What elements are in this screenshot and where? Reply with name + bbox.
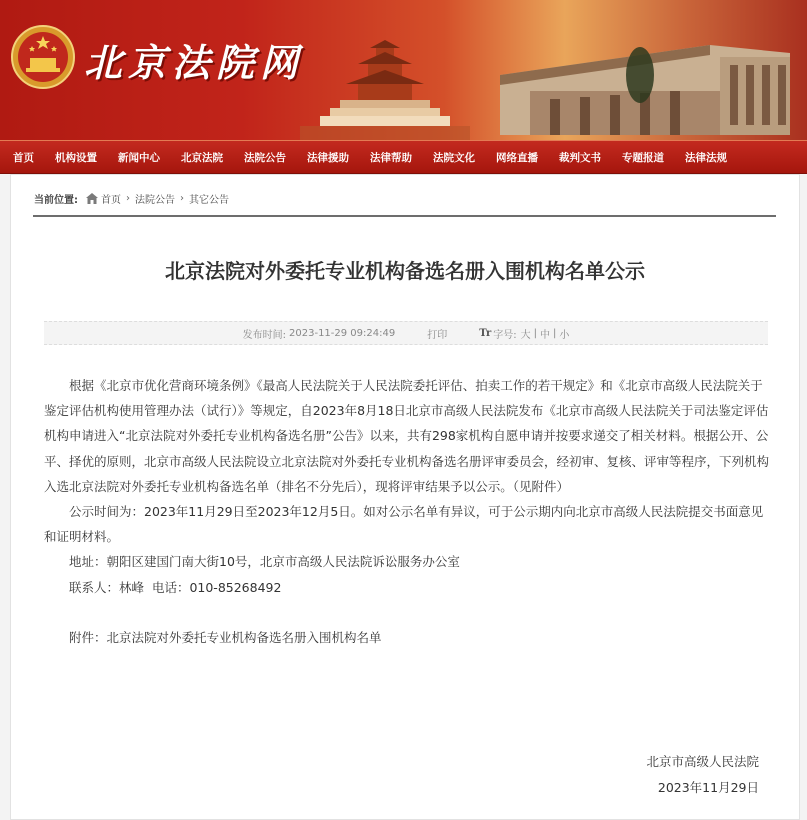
nav-item-news[interactable]: 新闻中心 — [118, 151, 160, 164]
font-size-small[interactable]: 小 — [559, 329, 570, 341]
breadcrumb — [34, 191, 229, 206]
breadcrumb-label: 当前位置: — [34, 195, 78, 206]
nav-item-legal-help[interactable]: 法律帮助 — [370, 151, 412, 164]
nav-item-beijing-courts[interactable]: 北京法院 — [181, 151, 223, 164]
publish-time: 2023-11-29 09:24:49 — [289, 327, 396, 339]
main-nav — [0, 140, 807, 174]
signature-org: 北京市高级人民法院 — [646, 754, 759, 769]
article-body — [44, 373, 772, 650]
article-attachment[interactable]: 附件：北京法院对外委托专业机构备选名册入围机构名单 — [69, 629, 382, 645]
site-logo-title[interactable]: 北京法院网 — [84, 40, 305, 85]
article-address: 地址：朝阳区建国门南大街10号，北京市高级人民法院诉讼服务办公室 — [69, 554, 460, 570]
nav-item-special-reports[interactable]: 专题报道 — [622, 151, 664, 164]
breadcrumb-other-notices[interactable]: 其它公告 — [189, 195, 229, 206]
font-size-divider: | — [552, 327, 557, 339]
nav-item-court-notices[interactable]: 法院公告 — [244, 151, 286, 164]
font-size-medium[interactable]: 中 — [539, 329, 550, 341]
signature-date: 2023年11月29日 — [657, 780, 759, 795]
nav-item-organization[interactable]: 机构设置 — [55, 151, 97, 164]
article-paragraph: 根据《北京市优化营商环境条例》《最高人民法院关于人民法院委托评估、拍卖工作的若干规定》和《北京市高级人民法院关于鉴定评估机构使用管理办法（试行）》等规定，自2023年8月18日北京市高级人民法院发布《北京市高级人民法院关于司法鉴定评估机构申请进入“北京法院对外委托专业机构备选名册”公告》以来，共有298家机构自愿申请并按要求递交了相关材料。根据公开、公平、择优的原则，北京市高级人民法院设立北京法院对外委托专业机构备选名册评审委员会，经初审、复核、评审等程序，下列机构入选北京法院对外委托专业机构备选名单（排名不分先后），现将评审结果予以公示。（见附件） — [44, 378, 770, 494]
nav-item-legal-aid[interactable]: 法律援助 — [307, 151, 349, 164]
breadcrumb-home[interactable]: 首页 — [101, 195, 121, 206]
print-link[interactable]: 打印 — [427, 329, 448, 341]
nav-item-laws[interactable]: 法律法规 — [685, 151, 727, 164]
national-emblem-icon — [10, 24, 76, 90]
font-size-large[interactable]: 大 — [520, 329, 531, 341]
court-building-image — [490, 35, 807, 140]
publish-time-label: 发布时间: — [242, 329, 287, 341]
breadcrumb-divider — [33, 215, 776, 217]
nav-item-judgments[interactable]: 裁判文书 — [559, 151, 601, 164]
article-title: 北京法院对外委托专业机构备选名册入围机构名单公示 — [165, 259, 645, 283]
nav-item-home[interactable]: 首页 — [13, 151, 34, 164]
breadcrumb-court-notices[interactable]: 法院公告 — [135, 195, 175, 206]
site-banner — [0, 0, 807, 140]
font-size-icon: Tr — [479, 327, 492, 339]
temple-of-heaven-image — [300, 40, 470, 140]
article-paragraph: 公示时间为：2023年11月29日至2023年12月5日。如对公示名单有异议，可于公示期内向北京市高级人民法院提交书面意见和证明材料。 — [44, 504, 764, 545]
chevron-right-icon: › — [126, 193, 130, 204]
nav-item-court-culture[interactable]: 法院文化 — [433, 151, 475, 164]
article-meta-bar — [44, 321, 768, 345]
article-contact: 联系人：林峰 电话：010-85268492 — [69, 579, 282, 595]
content-panel — [10, 174, 800, 820]
home-icon — [86, 193, 98, 204]
font-size-divider: | — [533, 327, 537, 339]
chevron-right-icon: › — [180, 193, 184, 204]
font-size-label: 字号: — [493, 329, 517, 341]
nav-item-live-broadcast[interactable]: 网络直播 — [496, 151, 538, 164]
article-signature — [646, 749, 759, 801]
